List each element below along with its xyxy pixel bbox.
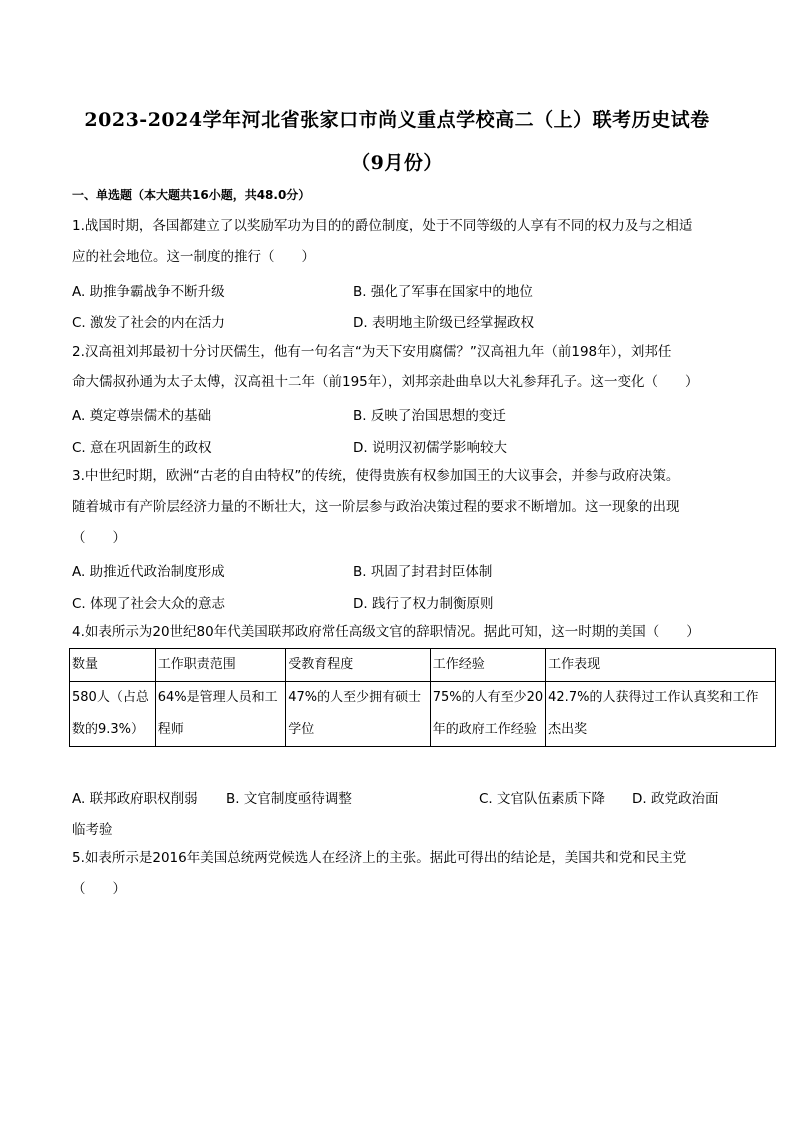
table-header-cell: 工作经验 <box>430 649 545 682</box>
table-cell-duties <box>155 682 286 747</box>
q4-option-c: C. 文官队伍素质下降 <box>479 791 606 807</box>
table-header-cell: 受教育程度 <box>286 649 430 682</box>
cell-line: 学位 <box>288 722 315 737</box>
cell-line: 47%的人至少拥有硕士 <box>288 690 422 705</box>
q5-stem-line1: 5.如表所示是2016年美国总统两党候选人在经济上的主张。据此可得出的结论是，美国共和党和民主党 <box>72 850 687 866</box>
cell-line: 杰出奖 <box>548 722 588 737</box>
q4-option-d: D. 政党政治面 <box>632 791 719 807</box>
table-header-cell: 工作职责范围 <box>155 649 286 682</box>
q2-option-d: D. 说明汉初儒学影响较大 <box>353 440 507 456</box>
q3-stem-line1: 3.中世纪时期，欧洲“古老的自由特权”的传统，使得贵族有权参加国王的大议事会，并参与政府决策。 <box>72 468 680 484</box>
q5-stem-line2: （ ） <box>72 881 126 897</box>
q2-option-b: B. 反映了治国思想的变迁 <box>353 408 506 424</box>
section-heading: 一、单选题（本大题共16小题，共48.0分） <box>72 188 311 202</box>
q3-option-c: C. 体现了社会大众的意志 <box>72 596 226 612</box>
cell-line: 数的9.3%） <box>72 722 145 737</box>
cell-line: 64%是管理人员和工 <box>157 690 278 705</box>
q3-stem-line3: （ ） <box>72 530 126 546</box>
exam-title: 2023-2024学年河北省张家口市尚义重点学校高二（上）联考历史试卷 <box>84 109 710 131</box>
cell-line: 75%的人有至少20 <box>432 690 544 705</box>
q2-option-c: C. 意在巩固新生的政权 <box>72 440 212 456</box>
q4-option-d-continued: 临考验 <box>72 822 113 838</box>
q2-stem-line1: 2.汉高祖刘邦最初十分讨厌儒生，他有一句名言“为天下安用腐儒？”汉高祖九年（前198年），刘邦任 <box>72 344 672 360</box>
table-header-row <box>70 649 776 682</box>
q3-option-a: A. 助推近代政治制度形成 <box>72 564 225 580</box>
table-cell-education <box>286 682 430 747</box>
table-cell-quantity <box>70 682 156 747</box>
q1-stem-line1: 1.战国时期，各国都建立了以奖励军功为目的的爵位制度，处于不同等级的人享有不同的权力及与之相适 <box>72 218 693 234</box>
q1-option-a: A. 助推争霸战争不断升级 <box>72 284 225 300</box>
cell-line: 42.7%的人获得过工作认真奖和工作 <box>548 690 759 705</box>
q4-option-b: B. 文官制度亟待调整 <box>226 791 352 807</box>
q1-option-c: C. 激发了社会的内在活力 <box>72 315 226 331</box>
resignation-table <box>69 648 776 747</box>
exam-title-date: （9月份） <box>351 152 443 174</box>
q2-stem-line2: 命大儒叔孙通为太子太傅，汉高祖十二年（前195年），刘邦亲赴曲阜以大礼参拜孔子。这一变化（ ） <box>72 374 699 390</box>
q4-option-a: A. 联邦政府职权削弱 <box>72 791 198 807</box>
q1-option-d: D. 表明地主阶级已经掌握政权 <box>353 315 534 331</box>
table-header-cell: 数量 <box>70 649 156 682</box>
q1-stem-line2: 应的社会地位。这一制度的推行（ ） <box>72 249 315 265</box>
table-header-cell: 工作表现 <box>546 649 776 682</box>
cell-line: 580人（占总 <box>72 690 149 705</box>
table-cell-performance <box>546 682 776 747</box>
q2-option-a: A. 奠定尊崇儒术的基础 <box>72 408 212 424</box>
table-row <box>70 682 776 747</box>
q4-stem-line1: 4.如表所示为20世纪80年代美国联邦政府常任高级文官的辞职情况。据此可知，这一时期的美国（ ） <box>72 624 700 640</box>
q3-option-d: D. 践行了权力制衡原则 <box>353 596 494 612</box>
table-cell-experience <box>430 682 545 747</box>
q1-option-b: B. 强化了军事在国家中的地位 <box>353 284 533 300</box>
q3-option-b: B. 巩固了封君封臣体制 <box>353 564 493 580</box>
q3-stem-line2: 随着城市有产阶层经济力量的不断壮大，这一阶层参与政治决策过程的要求不断增加。这一现象的出现 <box>72 499 680 515</box>
cell-line: 年的政府工作经验 <box>432 722 537 737</box>
cell-line: 程师 <box>157 722 184 737</box>
